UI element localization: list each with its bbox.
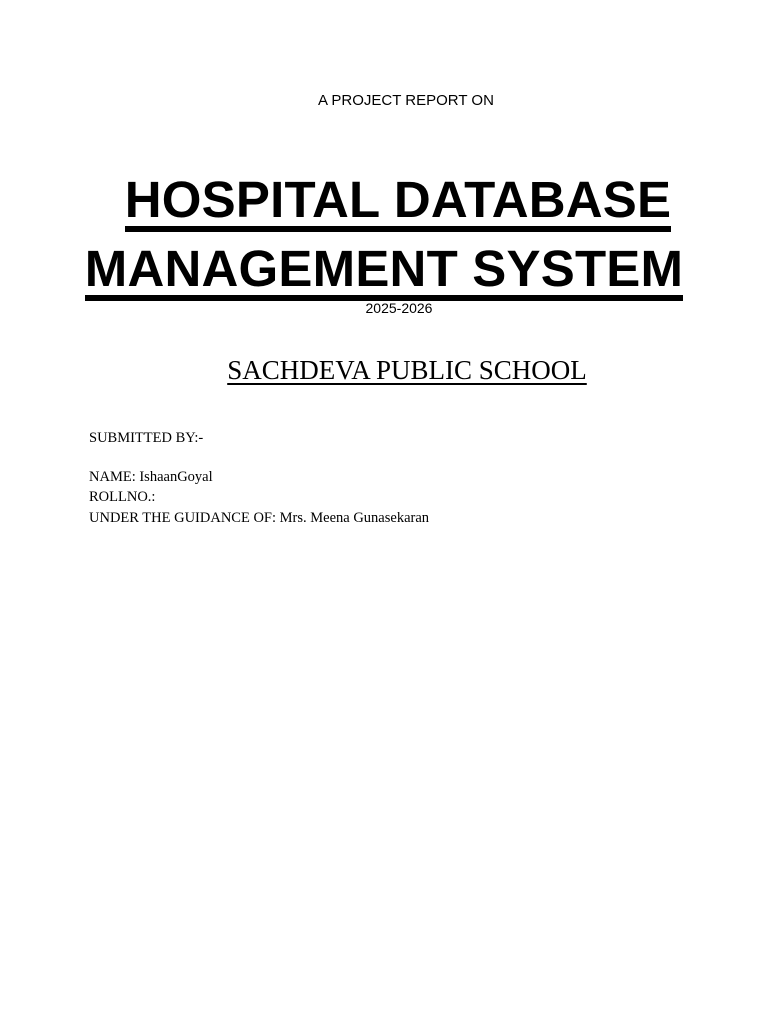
guidance-line: UNDER THE GUIDANCE OF: Mrs. Meena Gunasekaran (89, 510, 430, 526)
report-title-line-2 (0, 239, 768, 301)
report-title-line-1 (14, 170, 768, 232)
school-name-text: SACHDEVA PUBLIC SCHOOL (227, 355, 587, 385)
student-name: NAME: IshaanGoyal (89, 469, 213, 485)
roll-number: ROLLNO.: (89, 489, 156, 505)
submitted-by-label: SUBMITTED BY:- (89, 430, 204, 446)
report-label: A PROJECT REPORT ON (318, 92, 494, 109)
report-title-line-1-text: HOSPITAL DATABASE (125, 177, 671, 232)
school-name (0, 354, 768, 386)
academic-session: 2025-2026 (365, 300, 433, 316)
report-title-line-2-text: MANAGEMENT SYSTEM (85, 246, 683, 301)
